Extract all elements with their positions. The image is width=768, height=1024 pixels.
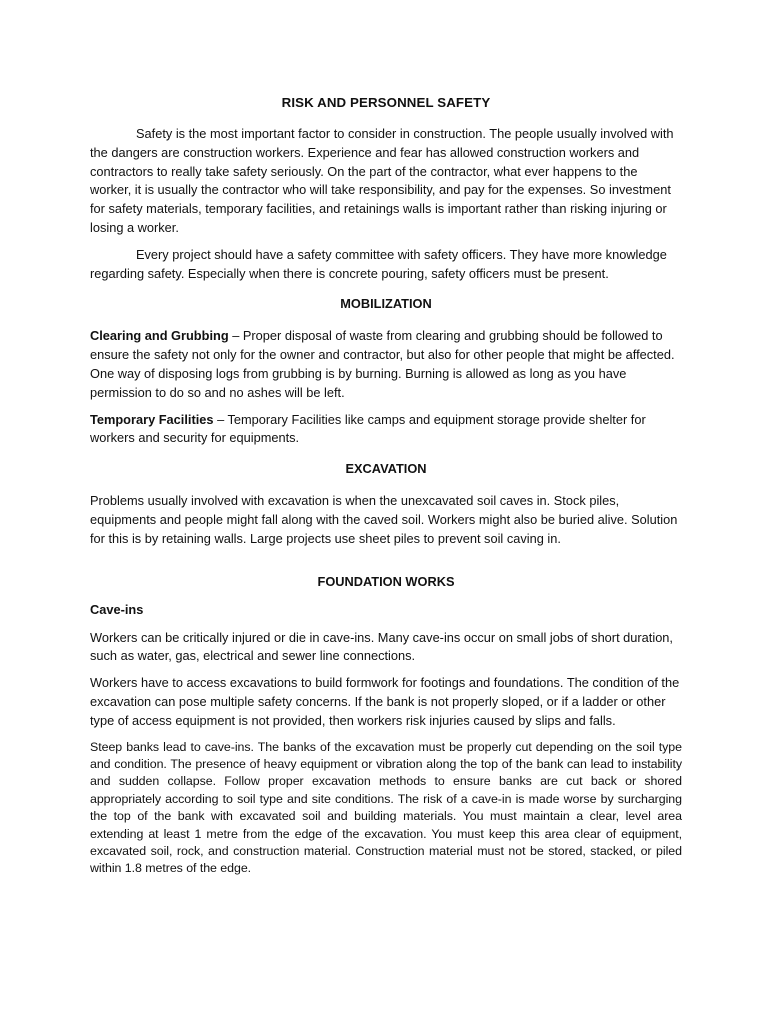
mobilization-item — [90, 327, 682, 402]
document-title: RISK AND PERSONNEL SAFETY — [281, 95, 491, 110]
foundation-paragraph: Workers have to access excavations to build formwork for footings and foundations. The condition of the excavation can pose multiple safety concerns. If the bank is not properly sloped, or if a ladder or other type of access equipment is not provided, then workers risk injuries caused by slips and falls. — [90, 675, 680, 728]
intro-paragraph: Safety is the most important factor to consider in construction. The people usually involved with the dangers are construction workers. Experience and fear has allowed construction workers and contractors to really take safety seriously. On the part of the contractor, what ever happens to the worker, it is usually the contractor who will take responsibility, and pay for the expenses. So investment for safety materials, temporary facilities, and retainings walls is important rather than risking injuring or losing a worker. — [90, 126, 674, 235]
subsection-heading-cave-ins: Cave-ins — [90, 601, 144, 617]
intro-paragraph: Every project should have a safety committee with safety officers. They have more knowledge regarding safety. Especially when there is concrete pouring, safety officers must be present. — [90, 246, 667, 281]
mobilization-item-title: Clearing and Grubbing — [90, 328, 229, 344]
excavation-paragraph: Problems usually involved with excavation is when the unexcavated soil caves in. Stock piles, equipments and people might fall along with the caved soil. Workers might also be buried alive. Solution for this is by retaining walls. Large projects use sheet piles to prevent soil caving in. — [90, 493, 678, 546]
section-heading-foundation-works: FOUNDATION WORKS — [317, 573, 455, 589]
mobilization-item-text: – Temporary Facilities like camps and equipment storage provide shelter for workers and security for equipments. — [90, 411, 646, 446]
document-content — [90, 94, 682, 878]
mobilization-item-text: – Proper disposal of waste from clearing and grubbing should be followed to ensure the safety not only for the owner and contractor, but also for other people that might be affected. One way of disposing logs from grubbing is by burning. Burning is allowed as long as you have permission to do so and no ashes will be left. — [90, 328, 675, 400]
section-heading-mobilization: MOBILIZATION — [340, 296, 432, 312]
mobilization-item-title: Temporary Facilities — [90, 411, 214, 427]
mobilization-item — [90, 411, 682, 449]
foundation-paragraph: Workers can be critically injured or die in cave-ins. Many cave-ins occur on small jobs of short duration, such as water, gas, electrical and sewer line connections. — [90, 629, 673, 664]
foundation-paragraph: Steep banks lead to cave-ins. The banks of the excavation must be properly cut depending on the soil type and condition. The presence of heavy equipment or vibration along the top of the bank can lead to instability and sudden collapse. Follow proper excavation methods to ensure banks are cut back or shored appropriately according to soil type and site conditions. The risk of a cave-in is made worse by surcharging the top of the bank with excavated soil and building materials. You must maintain a clear, level area extending at least 1 metre from the edge of the excavation. You must keep this area clear of equipment, excavated soil, rock, and construction material. Construction material must not be stored, stacked, or piled within 1.8 metres of the edge. — [90, 739, 682, 876]
section-heading-excavation: EXCAVATION — [345, 461, 427, 477]
